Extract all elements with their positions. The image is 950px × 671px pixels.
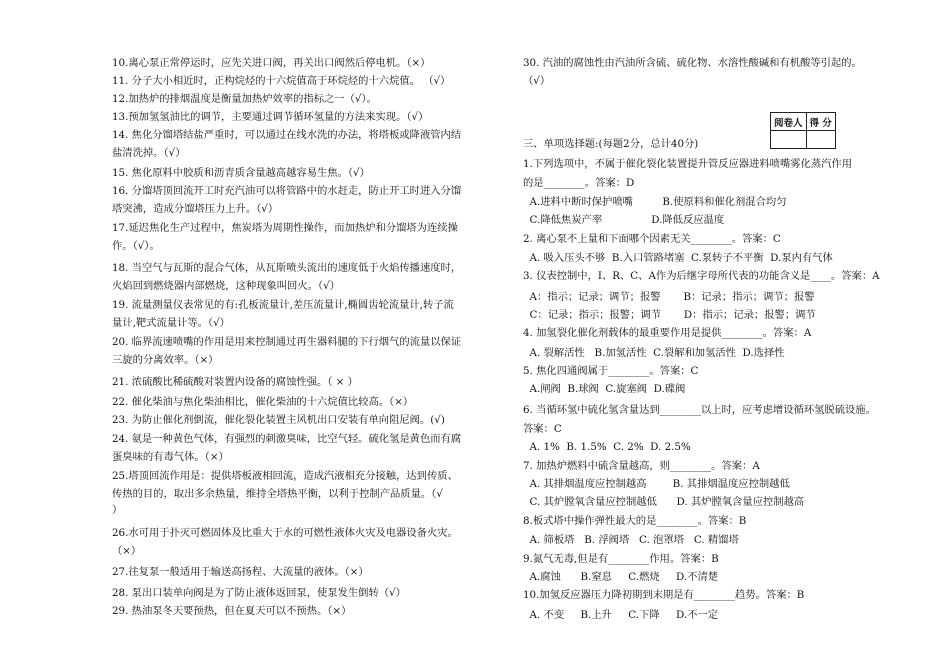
question-line: 塔突沸，造成分馏塔压力上升。（√）: [112, 203, 279, 215]
question-line: A.闸阀 B.球阀 C.旋塞阀 D.碟阀: [523, 383, 686, 395]
question-line: 9.氮气无毒,但是有________作用。答案：B: [523, 553, 719, 565]
question-line: 17.延迟焦化生产过程中，焦炭塔为周期性操作，而加热炉和分馏塔为连续操: [112, 222, 458, 234]
question-line: 11. 分子大小相近时，正构烷烃的十六烷值高于环烷烃的十六烷值。 （√）: [112, 75, 451, 87]
question-line: 6. 当循环氢中硫化氢含量达到________以上时，应考虑增设循环氢脱硫设施。: [523, 404, 876, 416]
question-line: 量计,靶式流量计等。（√）: [112, 317, 230, 329]
question-line: 18. 当空气与瓦斯的混合气体，从瓦斯喷头流出的速度低于火焰传播速度时，: [112, 262, 462, 274]
question-line: 15. 焦化原料中胶质和沥青质含量越高越容易生焦。（√）: [112, 167, 370, 179]
question-line: C：记录；指示；报警；调节 D：指示；记录；报警；调节: [523, 309, 816, 321]
question-line: A：指示；记录；调节；报警 B：记录；指示；调节；报警: [523, 291, 815, 303]
question-line: 三、单项选择题:(每题2分，总计40分): [523, 138, 699, 150]
score-box: [770, 112, 836, 149]
question-line: A.进料中断时保护喷嘴 B.使原料和催化剂混合均匀: [523, 196, 787, 208]
question-line: 26.水可用于扑灭可燃固体及比重大于水的可燃性液体火灾及电器设备火灾。: [112, 527, 458, 539]
question-line: 28. 泵出口装单向阀是为了防止液体返回泵，使泵发生倒转（√）: [112, 587, 406, 599]
question-line: 传热的目的，取出多余热量，维持全塔热平衡，以利于控制产品质量。（√: [112, 488, 443, 500]
question-line: A. 裂解活性 B.加氢活性 C.裂解和加氢活性 D.选择性: [523, 347, 785, 359]
question-line: 29. 热油泵冬天要预热，但在夏天可以不预热。（×）: [112, 605, 352, 617]
question-line: 14. 焦化分馏塔结盐严重时，可以通过在线水洗的办法，将塔板或降液管内结: [112, 129, 462, 141]
question-line: A. 不变 B.上升 C.下降 D.不一定: [523, 609, 719, 621]
question-line: 20. 临界流速喷嘴的作用是用来控制通过再生器料腿的下行烟气的流量以保证: [112, 336, 462, 348]
question-line: ）: [112, 504, 123, 516]
question-line: 27.往复泵一般适用于输送高扬程、大流量的液体。（×）: [112, 566, 369, 578]
question-line: 10.离心泵正常停运时，应先关进口阀，再关出口阀然后停电机。（×）: [112, 57, 431, 69]
question-line: 7. 加热炉燃料中硫含量越高，则________。答案：A: [523, 460, 760, 472]
question-line: 19. 流量测量仪表常见的有:孔板流量计,差压流量计,椭圆齿轮流量计,转子流: [112, 299, 454, 311]
question-line: 30. 汽油的腐蚀性由汽油所含硫、硫化物、水溶性酸碱和有机酸等引起的。: [523, 57, 862, 69]
question-line: （√）: [523, 75, 551, 87]
question-line: C. 其炉膛氧含量应控制越低 D. 其炉膛氧含量应控制越高: [523, 496, 805, 508]
question-line: 3. 仪表控制中，I、R、C、A作为后继字母所代表的功能含义是____。答案：A: [523, 270, 880, 282]
reviewer-cell: [771, 131, 807, 149]
question-line: 23. 为防止催化剂倒流，催化裂化装置主风机出口安装有单向阻尼阀。(√): [112, 414, 445, 426]
question-line: 16. 分馏塔顶回流开工时充汽油可以将管路中的水赶走，防止开工时进入分馏: [112, 185, 462, 197]
question-line: C.降低焦炭产率 D.降低反应温度: [523, 214, 725, 226]
question-line: A. 吸入压头不够 B.入口管路堵塞 C.泵转子不平衡 D.泵内有气体: [523, 252, 833, 264]
question-line: A. 筛板塔 B. 浮阀塔 C. 泡罩塔 C. 精馏塔: [523, 534, 739, 546]
question-line: 4. 加氢裂化催化剂载体的最重要作用是提供________。答案：A: [523, 327, 812, 339]
question-line: 三旋的分离效率。（×）: [112, 354, 219, 366]
score-label: 得 分: [806, 113, 835, 131]
question-line: 的是________。答案：D: [523, 177, 635, 189]
question-line: 2. 离心泵不上量和下面哪个因素无关________。答案：C: [523, 233, 781, 245]
question-line: 盐清洗掉。（√）: [112, 147, 186, 159]
reviewer-label: 阅卷人: [771, 113, 807, 131]
question-line: （×）: [112, 545, 142, 557]
question-line: 22. 催化柴油与焦化柴油相比，催化柴油的十六烷值比较高。（×）: [112, 396, 414, 408]
question-line: 8.板式塔中操作弹性最大的是________。答案：B: [523, 515, 747, 527]
question-line: 21. 浓硫酸比稀硫酸对装置内设备的腐蚀性强。（ × ）: [112, 376, 358, 388]
question-line: 5. 焦化四通阀属于________。答案：C: [523, 365, 699, 377]
question-line: 25.塔顶回流作用是：提供塔板液相回流，造成汽液相充分接触，达到传质、: [112, 470, 458, 482]
question-line: 蛋臭味的有毒气体。（×）: [112, 451, 229, 463]
score-cell: [806, 131, 835, 149]
question-line: 24. 氨是一种黄色气体，有强烈的刺激臭味，比空气轻。硫化氢是黄色而有腐: [112, 433, 462, 445]
question-line: 作。（√）。: [112, 240, 160, 252]
question-line: 1.下列选项中，不属于催化裂化装置提升管反应器进料喷嘴雾化蒸汽作用: [523, 158, 853, 170]
question-line: A. 1% B. 1.5% C. 2% D. 2.5%: [523, 441, 691, 453]
question-line: 火焰回到燃烧器内部燃烧，这种现象叫回火。（√）: [112, 280, 340, 292]
question-line: 10.加氢反应器压力降初期到末期是有________趋势。答案：B: [523, 589, 805, 601]
question-line: 答案：C: [523, 423, 562, 435]
question-line: A.腐蚀 B.窒息 C.燃烧 D.不清楚: [523, 571, 719, 583]
question-line: 13.预加氢氢油比的调节，主要通过调节循环氢量的方法来实现。（√）: [112, 111, 429, 123]
question-line: A. 其排烟温度应控制越高 B. 其排烟温度应控制越低: [523, 478, 790, 490]
question-line: 12.加热炉的排烟温度是衡量加热炉效率的指标之一（√）。: [112, 93, 377, 105]
